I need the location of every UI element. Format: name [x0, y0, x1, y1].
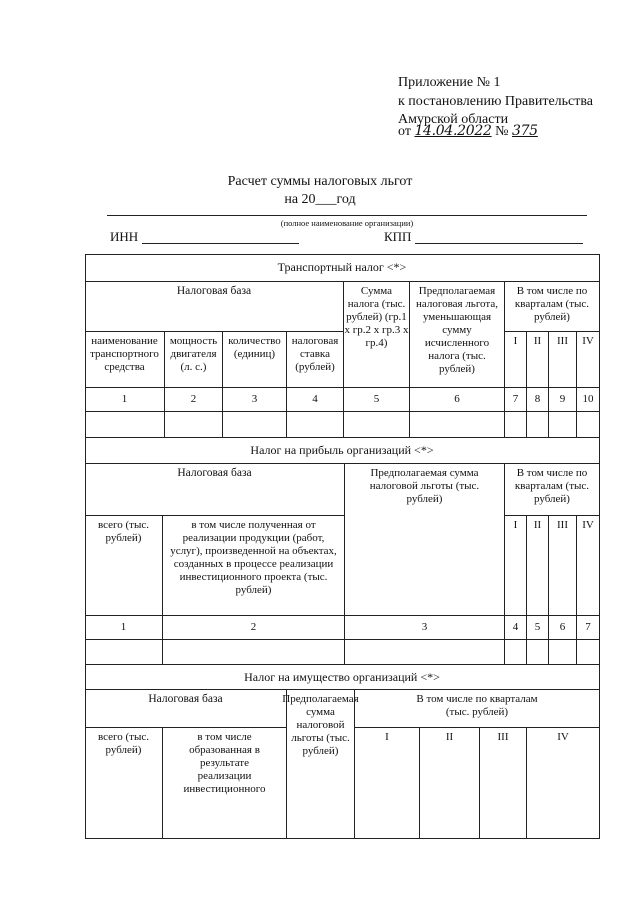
profit-data-cell[interactable]	[527, 640, 549, 665]
transport-col-rate: налоговая ставка (рублей)	[287, 332, 344, 388]
profit-num-2: 2	[163, 616, 345, 640]
appendix-region: Амурской области	[398, 112, 509, 127]
profit-data-cell[interactable]	[549, 640, 577, 665]
document-title: Расчет суммы налоговых льгот	[227, 174, 413, 189]
transport-col-name: наименование транспортного средства	[85, 332, 165, 388]
property-col-total: всего (тыс. рублей)	[85, 728, 163, 839]
number-prefix: №	[495, 124, 509, 139]
transport-col-qty: количество (единиц)	[223, 332, 287, 388]
property-quarters-header: В том числе по кварталам (тыс. рублей)	[355, 690, 600, 728]
inn-label: ИНН	[110, 229, 139, 244]
inn-line	[142, 243, 299, 244]
profit-num-7: 7	[577, 616, 600, 640]
transport-num-1: 1	[85, 388, 165, 412]
profit-num-1: 1	[85, 616, 163, 640]
transport-base-header: Налоговая база	[85, 282, 344, 332]
transport-num-3: 3	[223, 388, 287, 412]
document-year: на 20___год	[284, 192, 356, 207]
profit-col-incl: в том числе полученная от реализации продукции (работ, услуг), произведенной на объектах, созданных в процессе реализации инвестиционного проекта (тыс. рублей)	[163, 516, 345, 616]
profit-data-cell[interactable]	[85, 640, 163, 665]
transport-data-cell[interactable]	[527, 412, 549, 438]
profit-col-total: всего (тыс. рублей)	[85, 516, 163, 616]
profit-section-title: Налог на прибыль организаций <*>	[85, 438, 600, 464]
transport-data-cell[interactable]	[505, 412, 527, 438]
transport-q3: III	[549, 332, 577, 388]
transport-data-cell[interactable]	[287, 412, 344, 438]
property-q1: I	[355, 728, 420, 839]
transport-data-cell[interactable]	[410, 412, 505, 438]
transport-data-cell[interactable]	[577, 412, 600, 438]
profit-q4: IV	[577, 516, 600, 616]
transport-q2: II	[527, 332, 549, 388]
transport-q1: I	[505, 332, 527, 388]
profit-data-cell[interactable]	[577, 640, 600, 665]
transport-data-cell[interactable]	[85, 412, 165, 438]
property-col-incl: в том числе образованная в результате реализации инвестиционного	[163, 728, 287, 839]
profit-q3: III	[549, 516, 577, 616]
transport-data-cell[interactable]	[165, 412, 223, 438]
profit-base-header: Налоговая база	[85, 464, 345, 516]
transport-q4: IV	[577, 332, 600, 388]
from-prefix: от	[398, 124, 411, 139]
appendix-resolution: к постановлению Правительства	[398, 94, 594, 109]
transport-data-cell[interactable]	[549, 412, 577, 438]
transport-num-4: 4	[287, 388, 344, 412]
profit-q2: II	[527, 516, 549, 616]
transport-sum-header: Сумма налога (тыс. рублей) (гр.1 х гр.2 х гр.3 х гр.4)	[344, 282, 410, 388]
kpp-label: КПП	[384, 229, 412, 244]
property-q4: IV	[527, 728, 600, 839]
transport-num-10: 10	[577, 388, 600, 412]
transport-num-6: 6	[410, 388, 505, 412]
profit-q1: I	[505, 516, 527, 616]
profit-benefit-header: Предполагаемая сумма налоговой льготы (тыс. рублей)	[345, 464, 505, 616]
property-benefit-header: Предполагаемая сумма налоговой льготы (тыс. рублей)	[287, 690, 355, 839]
transport-num-7: 7	[505, 388, 527, 412]
org-name-line	[107, 215, 587, 216]
property-base-header: Налоговая база	[85, 690, 287, 728]
profit-num-6: 6	[549, 616, 577, 640]
profit-num-3: 3	[345, 616, 505, 640]
transport-quarters-header: В том числе по кварталам (тыс. рублей)	[505, 282, 600, 332]
transport-col-power: мощность двигателя (л. с.)	[165, 332, 223, 388]
transport-data-cell[interactable]	[223, 412, 287, 438]
transport-num-5: 5	[344, 388, 410, 412]
profit-quarters-header: В том числе по кварталам (тыс. рублей)	[505, 464, 600, 516]
appendix-title: Приложение № 1	[398, 75, 501, 90]
kpp-line	[415, 243, 583, 244]
resolution-number: 375	[511, 123, 538, 139]
transport-num-8: 8	[527, 388, 549, 412]
appendix-date-line	[398, 122, 538, 141]
property-q3: III	[480, 728, 527, 839]
org-name-caption: (полное наименование организации)	[280, 218, 414, 228]
property-q2: II	[420, 728, 480, 839]
transport-benefit-header: Предполагаемая налоговая льгота, уменьшающая сумму исчисленного налога (тыс. рублей)	[410, 282, 505, 388]
profit-num-4: 4	[505, 616, 527, 640]
resolution-date: 14.04.2022	[414, 123, 492, 139]
profit-num-5: 5	[527, 616, 549, 640]
profit-data-cell[interactable]	[505, 640, 527, 665]
transport-num-2: 2	[165, 388, 223, 412]
property-section-title: Налог на имущество организаций <*>	[85, 665, 600, 690]
transport-section-title: Транспортный налог <*>	[85, 254, 600, 282]
transport-num-9: 9	[549, 388, 577, 412]
profit-data-cell[interactable]	[345, 640, 505, 665]
transport-data-cell[interactable]	[344, 412, 410, 438]
profit-data-cell[interactable]	[163, 640, 345, 665]
